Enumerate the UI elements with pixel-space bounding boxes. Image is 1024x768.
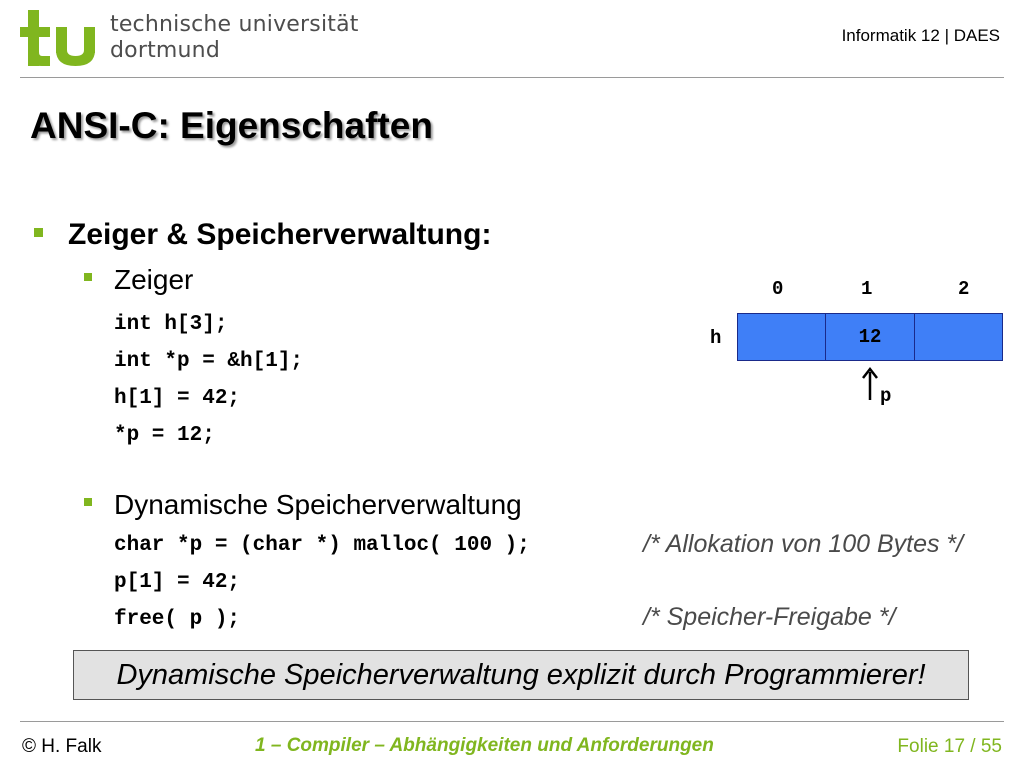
highlight-box: Dynamische Speicherverwaltung explizit durch Programmierer!	[73, 650, 969, 700]
code-line: free( p );	[114, 608, 241, 631]
array-index-label: 0	[772, 278, 784, 300]
bullet-square-icon	[34, 228, 43, 237]
sub-bullet-text: Dynamische Speicherverwaltung	[114, 489, 522, 520]
code-line: h[1] = 42;	[114, 387, 241, 410]
bullet-square-icon	[84, 498, 92, 506]
array-index-label: 2	[958, 278, 970, 300]
array-cell: 12	[826, 314, 914, 360]
tu-dortmund-logo-icon	[20, 10, 100, 70]
bullet-square-icon	[84, 273, 92, 281]
university-name	[110, 12, 359, 64]
code-line: p[1] = 42;	[114, 571, 241, 594]
code-comment: /* Allokation von 100 Bytes */	[643, 530, 964, 558]
bullet-text: Zeiger & Speicherverwaltung:	[68, 218, 492, 251]
code-comment: /* Speicher-Freigabe */	[643, 603, 896, 631]
code-line: *p = 12;	[114, 424, 215, 447]
sub-bullet-text: Zeiger	[114, 264, 194, 295]
pointer-label: p	[880, 385, 892, 407]
footer-divider	[20, 721, 1004, 722]
footer-author: © H. Falk	[22, 736, 102, 757]
code-line: int h[3];	[114, 313, 228, 336]
array-diagram	[737, 313, 1003, 361]
code-line: char *p = (char *) malloc( 100 );	[114, 534, 530, 557]
slide-title: ANSI-C: Eigenschaften	[30, 105, 433, 146]
footer-slide-number: Folie 17 / 55	[897, 736, 1002, 757]
logo-line-2: dortmund	[110, 38, 220, 63]
header-divider	[20, 77, 1004, 78]
code-line: int *p = &h[1];	[114, 350, 304, 373]
array-cell	[738, 314, 826, 360]
footer-chapter: 1 – Compiler – Abhängigkeiten und Anforderungen	[255, 735, 714, 756]
pointer-arrow-icon	[860, 366, 880, 402]
array-index-label: 1	[861, 278, 873, 300]
department-label: Informatik 12 | DAES	[841, 26, 1000, 45]
logo-line-1: technische universität	[110, 12, 359, 37]
array-name-label: h	[710, 327, 722, 349]
array-cell	[915, 314, 1002, 360]
